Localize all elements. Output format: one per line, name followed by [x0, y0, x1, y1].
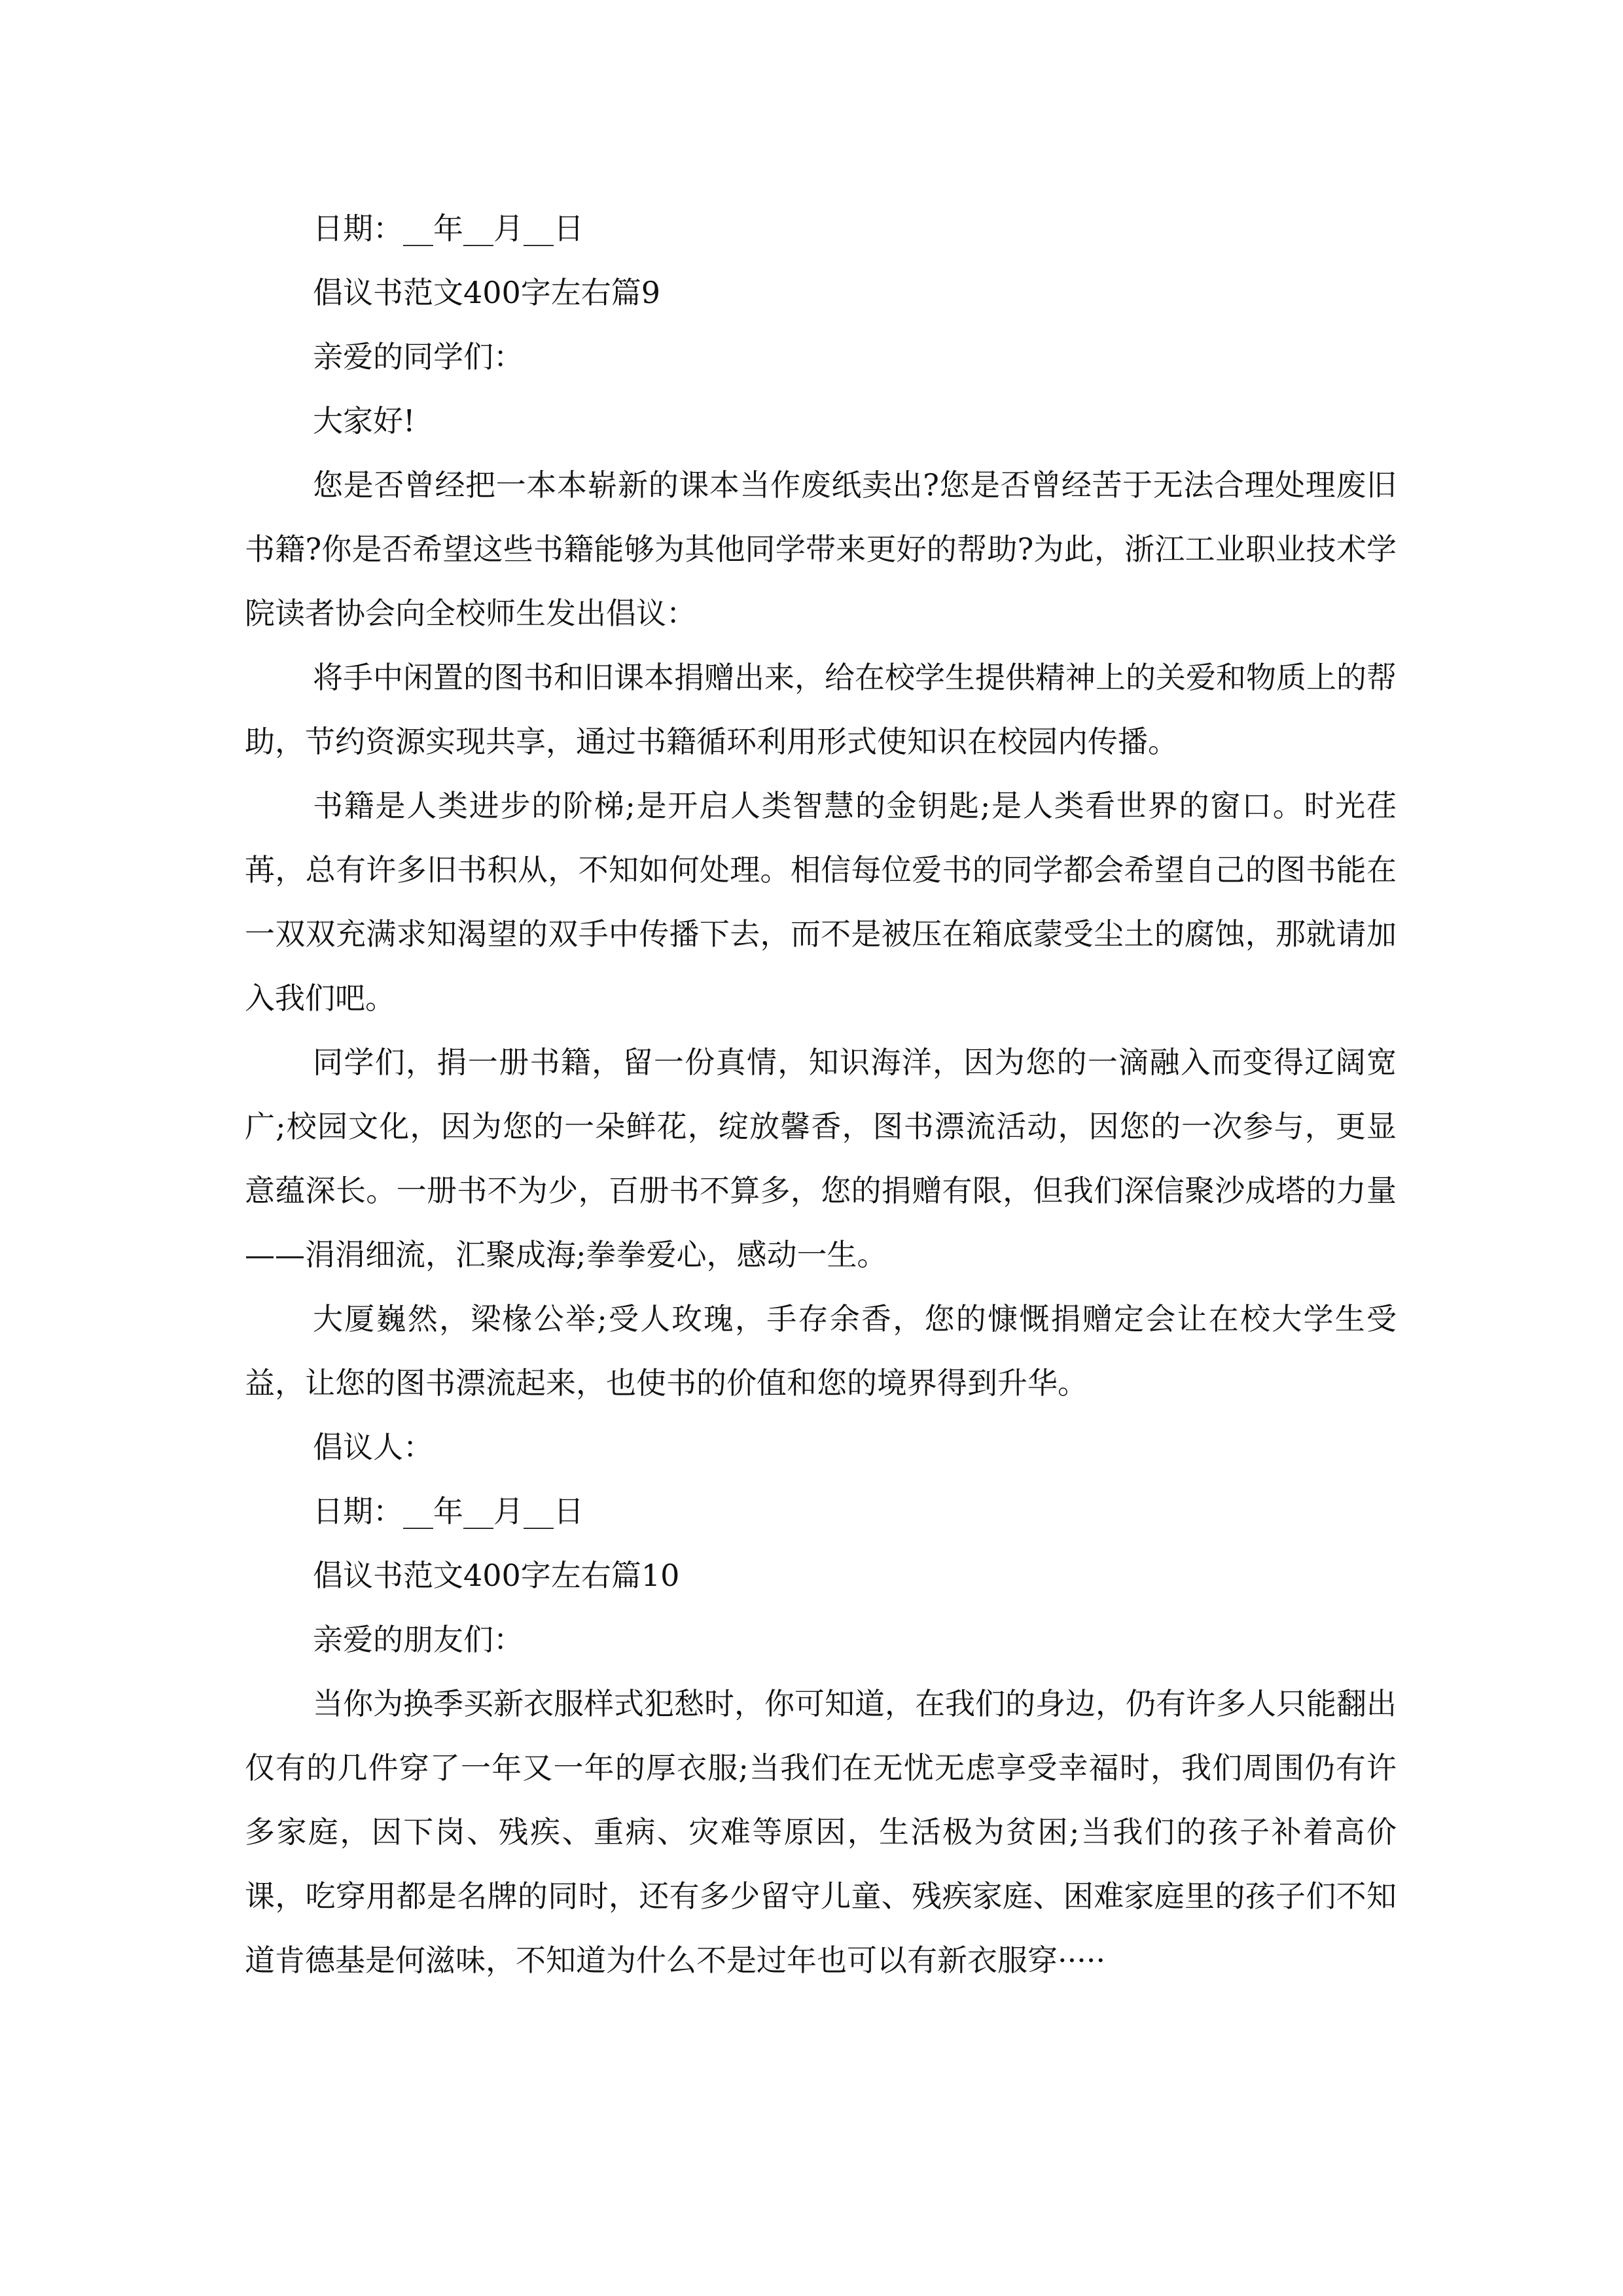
salutation: 大家好!: [313, 403, 416, 439]
date-line: 日期：__年__月__日: [313, 211, 584, 246]
paragraph: 同学们，捐一册书籍，留一份真情，知识海洋，因为您的一滴融入而变得辽阔宽广;校园文化，因为您的一朵鲜花，绽放馨香，图书漂流活动，因您的一次参与，更显意蕴深长。一册书不为少，百册书不算多，您的捐赠有限，但我们深信聚沙成塔的力量——涓涓细流，汇聚成海;拳拳爱心，感动一生。: [245, 1045, 1397, 1272]
paragraph: 当你为换季买新衣服样式犯愁时，你可知道，在我们的身边，仍有许多人只能翻出仅有的几件穿了一年又一年的厚衣服;当我们在无忧无虑享受幸福时，我们周围仍有许多家庭，因下岗、残疾、重病、灾难等原因，生活极为贫困;当我们的孩子补着高价课，吃穿用都是名牌的同时，还有多少留守儿童、残疾家庭、困难家庭里的孩子们不知道肯德基是何滋味，不知道为什么不是过年也可以有新衣服穿·····: [245, 1686, 1397, 1978]
section-title: 倡议书范文400字左右篇10: [313, 1558, 680, 1593]
signer-line: 倡议人：: [313, 1429, 433, 1465]
date-line: 日期：__年__月__日: [313, 1494, 584, 1529]
section-title: 倡议书范文400字左右篇9: [313, 275, 661, 310]
greeting: 亲爱的同学们：: [313, 339, 524, 374]
paragraph: 您是否曾经把一本本崭新的课本当作废纸卖出?您是否曾经苦于无法合理处理废旧书籍?你是否希望这些书籍能够为其他同学带来更好的帮助?为此，浙江工业职业技术学院读者协会向全校师生发出倡议：: [245, 467, 1397, 631]
paragraph: 书籍是人类进步的阶梯;是开启人类智慧的金钥匙;是人类看世界的窗口。时光荏苒，总有许多旧书积从，不知如何处理。相信每位爱书的同学都会希望自己的图书能在一双双充满求知渴望的双手中传播下去，而不是被压在箱底蒙受尘土的腐蚀，那就请加入我们吧。: [245, 788, 1397, 1016]
document-body: [245, 196, 1397, 1992]
paragraph: 大厦巍然，梁椽公举;受人玫瑰，手存余香，您的慷慨捐赠定会让在校大学生受益，让您的图书漂流起来，也使书的价值和您的境界得到升华。: [245, 1301, 1397, 1401]
greeting: 亲爱的朋友们：: [313, 1622, 524, 1657]
paragraph: 将手中闲置的图书和旧课本捐赠出来，给在校学生提供精神上的关爱和物质上的帮助，节约资源实现共享，通过书籍循环利用形式使知识在校园内传播。: [245, 660, 1397, 759]
